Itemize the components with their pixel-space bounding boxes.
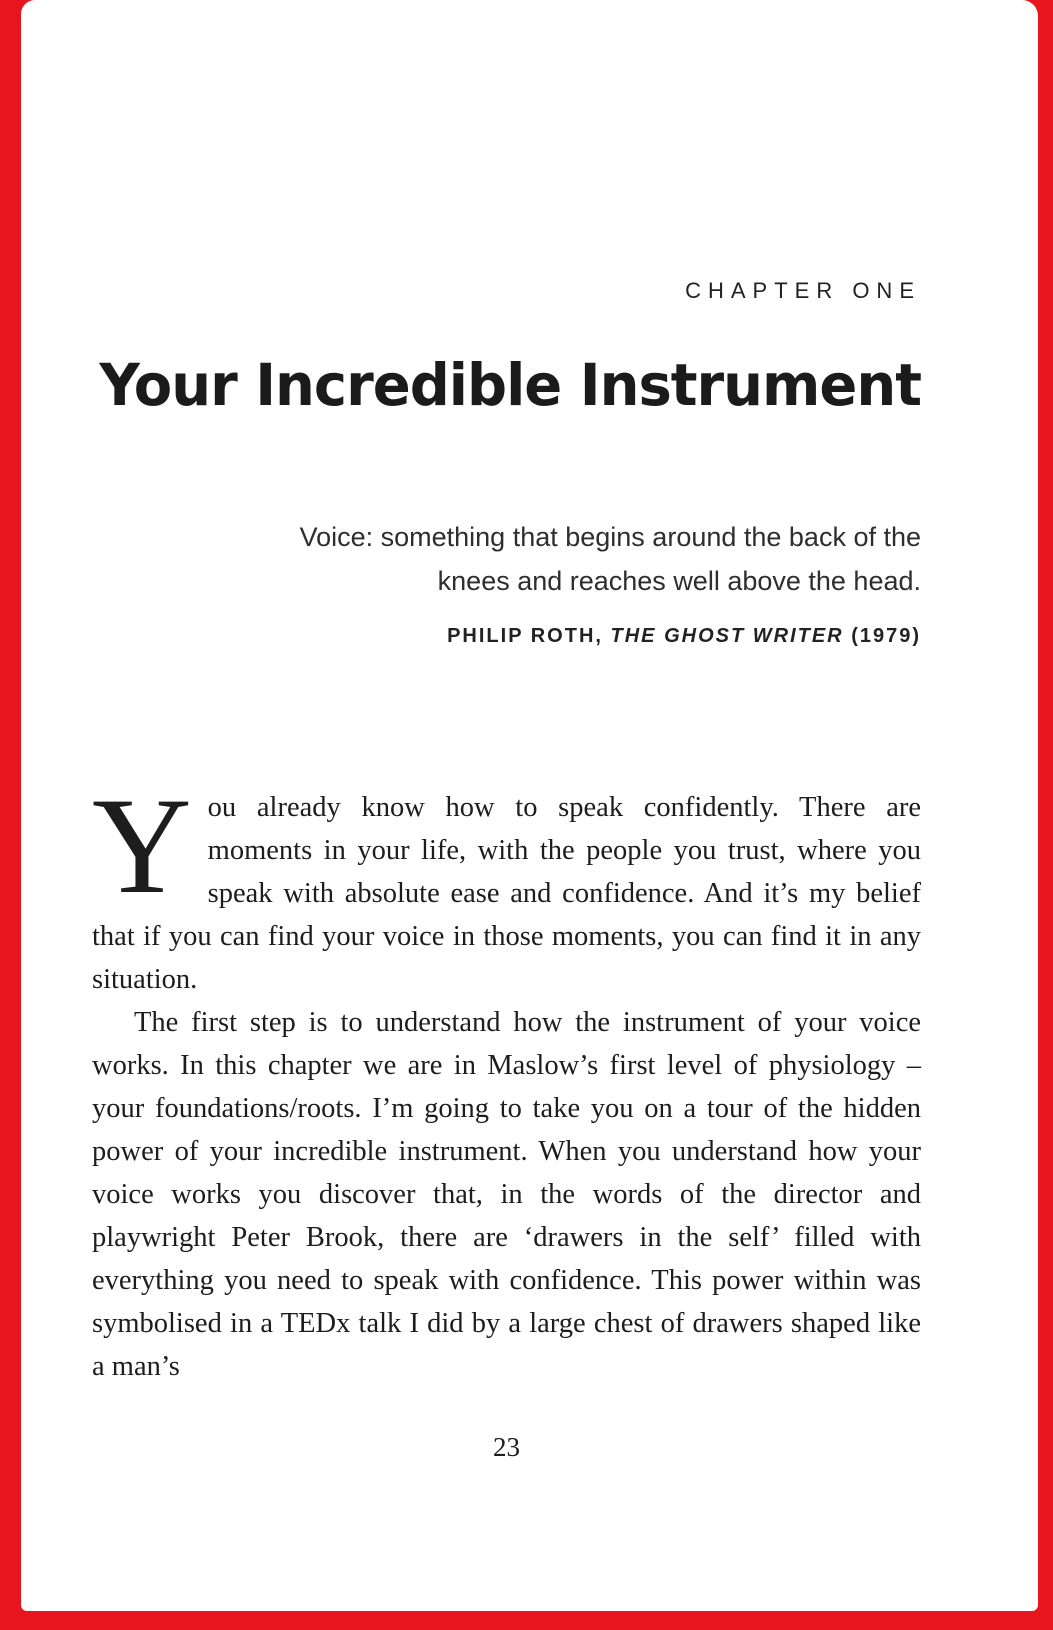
chapter-label: CHAPTER ONE xyxy=(685,278,921,303)
chapter-title: Your Incredible Instrument xyxy=(99,352,921,420)
epigraph xyxy=(92,515,921,603)
epigraph-line-2: knees and reaches well above the head. xyxy=(437,566,921,596)
paragraph-1 xyxy=(92,769,921,1001)
paragraph-1-text: ou already know how to speak confidently. There are moments in your life, with the people you trust, where you speak with absolute ease and confidence. And it’s my belief that if you can find your voice in those moments, you can find it in any situation. xyxy=(92,792,921,995)
body-text xyxy=(92,769,921,1388)
book-page xyxy=(21,0,1038,1611)
epigraph-attribution xyxy=(92,625,921,648)
attribution-year: (1979) xyxy=(851,625,921,647)
page-content xyxy=(21,278,1038,1463)
epigraph-line-1: Voice: something that begins around the back of the xyxy=(299,522,921,552)
paragraph-2: The first step is to understand how the instrument of your voice works. In this chapter we are in Maslow’s first level of physiology – your foundations/roots. I’m going to take you on a tour of the hidden power of your incredible instrument. When you understand how your voice works you discover that, in the words of the director and playwright Peter Brook, there are ‘drawers in the self’ filled with everything you need to speak with confidence. This power within was symbolised in a TEDx talk I did by a large chest of drawers shaped like a man’s xyxy=(92,1007,921,1382)
drop-cap: Y xyxy=(92,769,192,922)
attribution-author: PHILIP ROTH, xyxy=(447,625,603,647)
attribution-work-title: THE GHOST WRITER xyxy=(610,625,844,647)
page-number: 23 xyxy=(493,1432,520,1462)
